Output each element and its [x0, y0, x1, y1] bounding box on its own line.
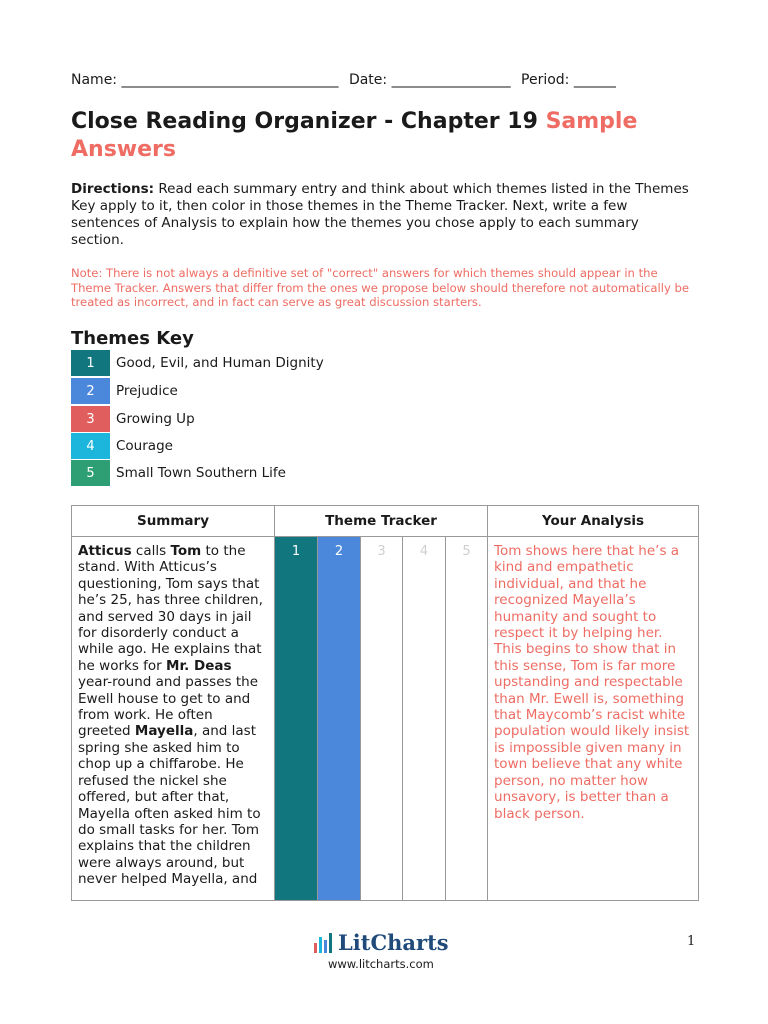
- tracker-cell-theme-1[interactable]: [275, 537, 318, 901]
- table-row: [72, 537, 699, 901]
- page-number: 1: [687, 934, 696, 949]
- character-name: Mr. Deas: [166, 657, 232, 674]
- analysis-cell: Tom shows here that he’s a kind and empathetic individual, and that he recognized Mayella’s humanity and sought to respect it by helping her. This begins to show that in this sense, Tom is far more upstanding and respectable than Mr. Ewell is, something that Maycomb’s racist white population would likely insist is impossible given many in town believe that any white person, no matter how unsavory, is better than a black person.: [488, 537, 699, 901]
- summary-text: calls: [131, 543, 171, 559]
- directions-text: Read each summary entry and think about which themes listed in the Themes Key apply to it, then color in those themes in the Theme Tracker. Next, write a few sentences of Analysis to explain how the themes you chose apply to each summary section.: [71, 181, 689, 248]
- litcharts-logo: [314, 930, 449, 955]
- directions: [71, 181, 691, 249]
- theme-key-item: [71, 406, 195, 432]
- theme-key-item: [71, 350, 324, 376]
- summary-text: to the stand. With Atticus’s questioning, Tom says that he’s 25, has three children, and served 30 days in jail for disorderly conduct a while ago. He explains that he works for: [78, 543, 263, 674]
- tracker-cell-theme-2[interactable]: [318, 537, 361, 901]
- theme-label: Courage: [116, 438, 173, 454]
- theme-tracker-header: Theme Tracker: [275, 506, 488, 537]
- tracker-cell-theme-3[interactable]: [361, 537, 403, 901]
- theme-number-badge: 1: [71, 350, 110, 376]
- character-name: Atticus: [78, 543, 132, 559]
- tracker-number: 2: [334, 544, 344, 559]
- summary-cell: [72, 537, 275, 901]
- directions-label: Directions:: [71, 181, 155, 197]
- note-text: Note: There is not always a definitive set of "correct" answers for which themes should appear in the Theme Tracker. Answers that differ from the ones we propose below should therefore not automatically be treated as incorrect, and in fact can serve as great discussion starters.: [71, 266, 689, 310]
- tracker-cell-theme-5[interactable]: [446, 537, 488, 901]
- theme-key-item: [71, 460, 286, 486]
- theme-number-badge: 5: [71, 460, 110, 486]
- theme-label: Small Town Southern Life: [116, 465, 286, 481]
- theme-label: Prejudice: [116, 383, 178, 399]
- logo-text: LitCharts: [338, 930, 449, 955]
- date-field-label: Date: _________________: [348, 72, 511, 88]
- character-name: Mayella: [134, 723, 194, 740]
- summary-text: , and last spring she asked him to chop up a chiffarobe. He refused the nickel she offered, but after that, Mayella often asked him to do small tasks for her. Tom explains that the children were always around, but never helped Mayella, and: [78, 723, 261, 888]
- table-header-row: [72, 506, 699, 537]
- themes-key-title: Themes Key: [71, 328, 194, 349]
- student-info-line: [71, 72, 616, 88]
- name-field-label: Name: _______________________________: [71, 72, 339, 88]
- period-field-label: Period: ______: [521, 72, 616, 88]
- title-accent: Sample Answers: [71, 109, 638, 162]
- analysis-header: Your Analysis: [488, 506, 699, 537]
- theme-number-badge: 2: [71, 378, 110, 404]
- summary-header: Summary: [72, 506, 275, 537]
- tracker-number: 3: [377, 544, 386, 559]
- theme-number-badge: 3: [71, 406, 110, 432]
- tracker-number: 1: [291, 544, 301, 559]
- title-main: Close Reading Organizer - Chapter 19: [71, 109, 538, 134]
- character-name: Tom: [170, 543, 202, 559]
- tracker-number: 5: [462, 544, 471, 559]
- theme-tracker-table: [71, 505, 699, 901]
- tracker-cell-theme-4[interactable]: [403, 537, 446, 901]
- theme-number-badge: 4: [71, 433, 110, 459]
- page-title: [71, 108, 691, 164]
- tracker-number: 4: [419, 544, 429, 559]
- theme-key-item: [71, 378, 178, 404]
- logo-bars-icon: [314, 933, 334, 953]
- summary-text: year-round and passes the Ewell house to get to and from work. He often greeted: [78, 674, 258, 740]
- footer-url: www.litcharts.com: [328, 957, 434, 971]
- theme-key-item: [71, 433, 173, 459]
- theme-label: Growing Up: [116, 411, 195, 427]
- theme-label: Good, Evil, and Human Dignity: [116, 355, 324, 371]
